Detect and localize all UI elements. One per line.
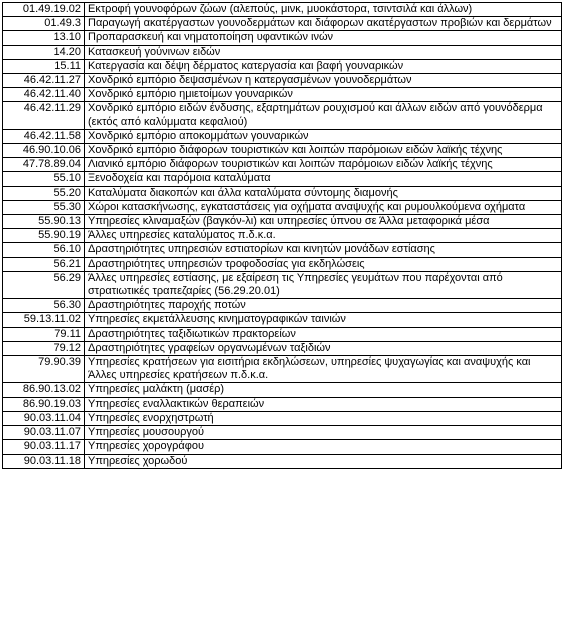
table-row bbox=[3, 327, 562, 341]
activity-description-cell: Λιανικό εμπόριο διάφορων τουριστικών και λοιπών παρόμοιων ειδών λαϊκής τέχνης bbox=[85, 158, 562, 172]
table-row bbox=[3, 215, 562, 229]
activity-code-cell: 01.49.19.02 bbox=[3, 3, 85, 17]
table-row bbox=[3, 200, 562, 214]
activity-code-cell: 46.42.11.40 bbox=[3, 88, 85, 102]
activity-code-cell: 56.30 bbox=[3, 299, 85, 313]
activity-code-cell: 55.20 bbox=[3, 186, 85, 200]
activity-description-cell: Χονδρικό εμπόριο δεψασμένων η κατεργασμένων γουνοδερμάτων bbox=[85, 74, 562, 88]
activity-description-cell: Υπηρεσίες κρατήσεων για εισιτήρια εκδηλώσεων, υπηρεσίες ψυχαγωγίας και αναψυχής και Άλλες υπηρεσίες κρατήσεων π.δ.κ.α. bbox=[85, 356, 562, 383]
table-row bbox=[3, 45, 562, 59]
table-row bbox=[3, 186, 562, 200]
activity-description-cell: Υπηρεσίες ενορχηστρωτή bbox=[85, 411, 562, 425]
activity-description-cell: Χονδρικό εμπόριο αποκομμάτων γουναρικών bbox=[85, 129, 562, 143]
activity-description-cell: Χονδρικό εμπόριο διάφορων τουριστικών και λοιπών παρόμοιων ειδών λαϊκής τέχνης bbox=[85, 144, 562, 158]
activity-code-cell: 46.42.11.29 bbox=[3, 102, 85, 129]
activity-code-cell: 86.90.19.03 bbox=[3, 397, 85, 411]
table-row bbox=[3, 426, 562, 440]
table-row bbox=[3, 172, 562, 186]
table-row bbox=[3, 271, 562, 298]
activity-description-cell: Υπηρεσίες κλιναμαξών (βαγκόν-λι) και υπηρεσίες ύπνου σε Άλλα μεταφορικά μέσα bbox=[85, 215, 562, 229]
table-row bbox=[3, 313, 562, 327]
activity-code-cell: 56.21 bbox=[3, 257, 85, 271]
table-row bbox=[3, 411, 562, 425]
activity-description-cell: Χονδρικό εμπόριο ειδών ένδυσης, εξαρτημάτων ρουχισμού και άλλων ειδών από γουνόδερμα (εκτός από καλύμματα κεφαλιού) bbox=[85, 102, 562, 129]
activity-description-cell: Δραστηριότητες υπηρεσιών εστιατορίων και κινητών μονάδων εστίασης bbox=[85, 243, 562, 257]
table-row bbox=[3, 440, 562, 454]
activity-description-cell: Υπηρεσίες χορογράφου bbox=[85, 440, 562, 454]
activity-code-cell: 79.90.39 bbox=[3, 356, 85, 383]
activity-description-cell: Κατεργασία και δέψη δέρματος κατεργασία και βαφή γουναρικών bbox=[85, 59, 562, 73]
activity-description-cell: Κατασκευή γούνινων ειδών bbox=[85, 45, 562, 59]
activity-description-cell: Υπηρεσίες μαλάκτη (μασέρ) bbox=[85, 383, 562, 397]
activity-code-cell: 46.42.11.58 bbox=[3, 129, 85, 143]
activity-description-cell: Υπηρεσίες εκμετάλλευσης κινηματογραφικών ταινιών bbox=[85, 313, 562, 327]
activity-description-cell: Υπηρεσίες μουσουργού bbox=[85, 426, 562, 440]
activity-code-cell: 55.10 bbox=[3, 172, 85, 186]
table-row bbox=[3, 129, 562, 143]
activity-codes-table bbox=[2, 2, 562, 469]
table-row bbox=[3, 144, 562, 158]
table-row bbox=[3, 59, 562, 73]
activity-description-cell: Άλλες υπηρεσίες εστίασης, με εξαίρεση τις Υπηρεσίες γευμάτων που παρέχονται από στρατιωτικές τραπεζαρίες (56.29.20.01) bbox=[85, 271, 562, 298]
table-row bbox=[3, 17, 562, 31]
activity-codes-table-body bbox=[3, 3, 562, 469]
table-row bbox=[3, 383, 562, 397]
activity-description-cell: Χονδρικό εμπόριο ημιετοίμων γουναρικών bbox=[85, 88, 562, 102]
table-row bbox=[3, 158, 562, 172]
activity-description-cell: Χώροι κατασκήνωσης, εγκαταστάσεις για οχήματα αναψυχής και ρυμουλκούμενα οχήματα bbox=[85, 200, 562, 214]
activity-code-cell: 13.10 bbox=[3, 31, 85, 45]
table-row bbox=[3, 229, 562, 243]
activity-code-cell: 55.90.19 bbox=[3, 229, 85, 243]
activity-description-cell: Καταλύματα διακοπών και άλλα καταλύματα σύντομης διαμονής bbox=[85, 186, 562, 200]
table-row bbox=[3, 31, 562, 45]
activity-code-cell: 86.90.13.02 bbox=[3, 383, 85, 397]
table-row bbox=[3, 299, 562, 313]
activity-code-cell: 90.03.11.04 bbox=[3, 411, 85, 425]
activity-code-cell: 46.42.11.27 bbox=[3, 74, 85, 88]
activity-description-cell: Ξενοδοχεία και παρόμοια καταλύματα bbox=[85, 172, 562, 186]
activity-description-cell: Εκτροφή γουνοφόρων ζώων (αλεπούς, μινκ, μυοκάστορα, τσιντσιλά και άλλων) bbox=[85, 3, 562, 17]
activity-code-cell: 47.78.89.04 bbox=[3, 158, 85, 172]
activity-description-cell: Υπηρεσίες χορωδού bbox=[85, 454, 562, 468]
table-row bbox=[3, 88, 562, 102]
activity-code-cell: 56.10 bbox=[3, 243, 85, 257]
table-row bbox=[3, 257, 562, 271]
activity-code-cell: 46.90.10.06 bbox=[3, 144, 85, 158]
activity-code-cell: 56.29 bbox=[3, 271, 85, 298]
activity-code-cell: 79.12 bbox=[3, 341, 85, 355]
activity-description-cell: Δραστηριότητες υπηρεσιών τροφοδοσίας για εκδηλώσεις bbox=[85, 257, 562, 271]
table-row bbox=[3, 3, 562, 17]
activity-code-cell: 55.30 bbox=[3, 200, 85, 214]
activity-description-cell: Άλλες υπηρεσίες καταλύματος π.δ.κ.α. bbox=[85, 229, 562, 243]
activity-description-cell: Δραστηριότητες γραφείων οργανωμένων ταξιδιών bbox=[85, 341, 562, 355]
activity-code-cell: 01.49.3 bbox=[3, 17, 85, 31]
table-row bbox=[3, 102, 562, 129]
table-row bbox=[3, 356, 562, 383]
activity-code-cell: 90.03.11.07 bbox=[3, 426, 85, 440]
table-row bbox=[3, 454, 562, 468]
activity-code-cell: 59.13.11.02 bbox=[3, 313, 85, 327]
table-row bbox=[3, 74, 562, 88]
activity-description-cell: Δραστηριότητες παροχής ποτών bbox=[85, 299, 562, 313]
activity-description-cell: Προπαρασκευή και νηματοποίηση υφαντικών ινών bbox=[85, 31, 562, 45]
activity-code-cell: 90.03.11.17 bbox=[3, 440, 85, 454]
activity-code-cell: 55.90.13 bbox=[3, 215, 85, 229]
activity-codes-document bbox=[2, 2, 561, 469]
table-row bbox=[3, 243, 562, 257]
activity-description-cell: Παραγωγή ακατέργαστων γουνοδερμάτων και διάφορων ακατέργαστων προβιών και δερμάτων bbox=[85, 17, 562, 31]
activity-description-cell: Δραστηριότητες ταξιδιωτικών πρακτορείων bbox=[85, 327, 562, 341]
activity-code-cell: 14.20 bbox=[3, 45, 85, 59]
activity-code-cell: 79.11 bbox=[3, 327, 85, 341]
activity-code-cell: 15.11 bbox=[3, 59, 85, 73]
table-row bbox=[3, 397, 562, 411]
table-row bbox=[3, 341, 562, 355]
activity-code-cell: 90.03.11.18 bbox=[3, 454, 85, 468]
activity-description-cell: Υπηρεσίες εναλλακτικών θεραπειών bbox=[85, 397, 562, 411]
